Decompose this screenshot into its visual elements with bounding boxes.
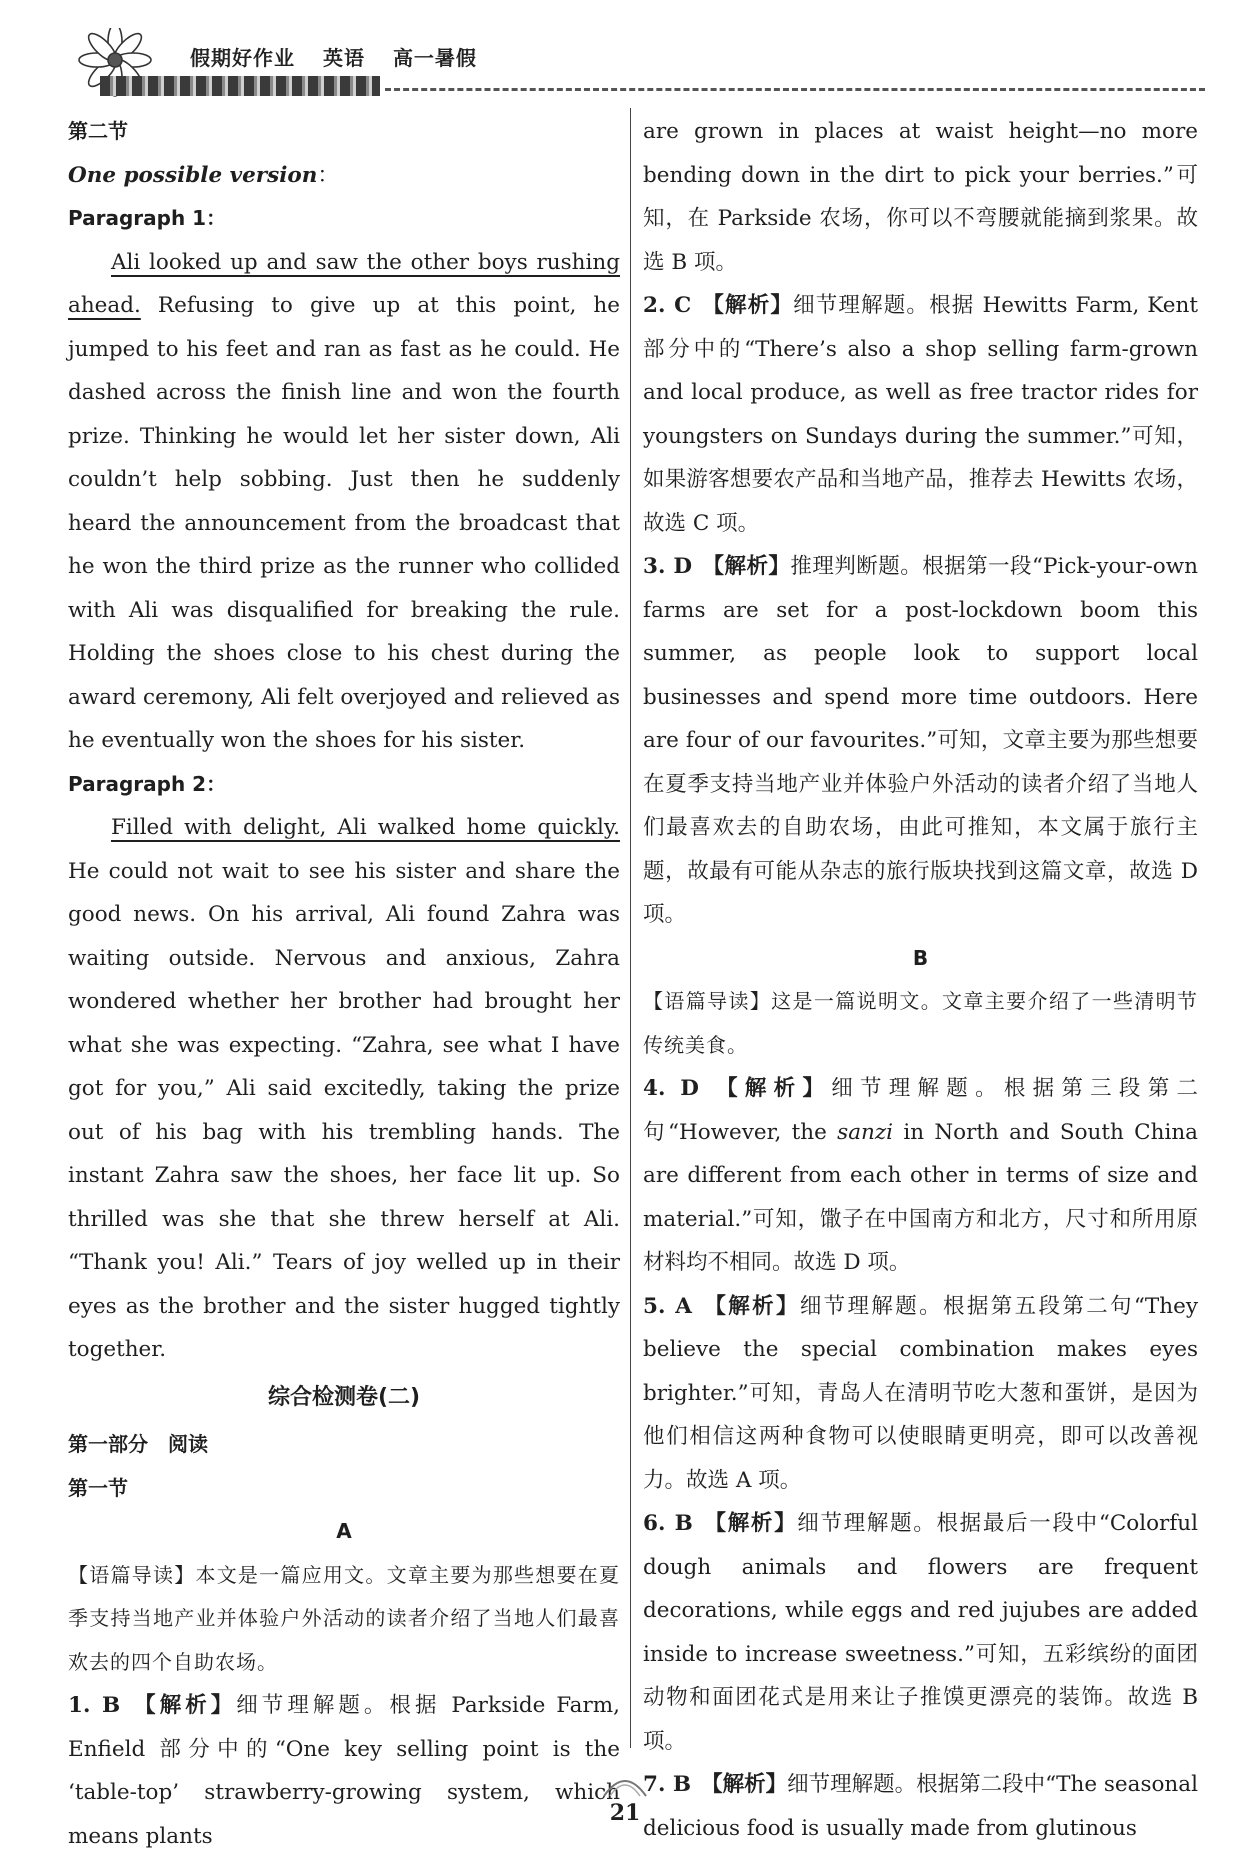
passage-letter-b: B — [912, 945, 929, 970]
answer-1-text: 细节理解题。根据 Parkside Farm, Enfield 部分中的“One key selling point is the ‘table-top’ strawberry-growing system, which means plants — [68, 1693, 621, 1849]
answer-2-tag: 【解析】 — [701, 293, 794, 318]
header-title — [190, 42, 497, 71]
paragraph2-opening: Filled with delight, Ali walked home quickly. — [111, 815, 620, 840]
answer-4-italic: sanzi — [837, 1119, 894, 1145]
version-label — [68, 154, 620, 198]
left-column — [68, 110, 620, 1858]
paragraph1-opening: Ali looked up and saw the other boys rushing ahead. — [68, 249, 620, 318]
page-number: 21 — [609, 1800, 641, 1826]
answer-4-number: 4. D — [643, 1076, 699, 1101]
answer-6 — [643, 1502, 1198, 1763]
test-title: 综合检测卷(二) — [267, 1384, 421, 1410]
sub-section-heading: 第一节 — [68, 1475, 128, 1500]
column-divider — [630, 108, 631, 1748]
header-series: 假期好作业 — [190, 46, 295, 70]
answer-4-text-b: in North and South China are different from each other in terms of size and material.”可知，馓子在中国南方和北方，尺寸和所用原材料均不相同。故选 D 项。 — [643, 1119, 1198, 1275]
passage-letter-a: A — [336, 1519, 352, 1543]
header-bar — [100, 76, 380, 96]
paragraph2-label: Paragraph 2： — [68, 771, 227, 796]
header-subject: 英语 — [322, 46, 365, 70]
answer-1-tag: 【解析】 — [130, 1693, 237, 1718]
answer-2-text: 细节理解题。根据 Hewitts Farm, Kent 部分中的“There’s also a shop selling farm-grown and local produce, as well as free tractor rides for youngsters on Sundays during the summer.”可知，如果游客想要农产品和当地产品，推荐去 Hewitts 农场，故选 C 项。 — [643, 293, 1198, 536]
version-text: One possible version — [68, 162, 318, 188]
answer-5 — [643, 1285, 1198, 1503]
page-number-ornament-icon — [598, 1770, 652, 1798]
answer-2 — [643, 284, 1198, 545]
answer-7-tag: 【解析】 — [701, 1772, 788, 1797]
answer-1 — [68, 1684, 620, 1858]
answer-5-text: 细节理解题。根据第五段第二句“They believe the special combination makes eyes brighter.”可知，青岛人在清明节吃大葱和蛋饼，是因为他们相信这两种食物可以使眼睛更明亮，即可以改善视力。故选 A 项。 — [643, 1293, 1198, 1493]
intro-text-b: 这是一篇说明文。文章主要介绍了一些清明节传统美食。 — [643, 989, 1199, 1057]
answer-7 — [643, 1763, 1198, 1850]
paragraph1-body — [68, 241, 620, 763]
passage-a-intro — [68, 1554, 620, 1685]
answer-7-number: 7. B — [643, 1772, 692, 1797]
answer-3-number: 3. D — [643, 554, 693, 579]
paragraph2-body — [68, 806, 620, 1372]
part-heading: 第一部分 阅读 — [68, 1432, 208, 1456]
answer-1-number: 1. B — [68, 1693, 121, 1718]
answer-6-text: 细节理解题。根据最后一段中“Colorful dough animals and flowers are frequent decorations, while eggs and red jujubes are added inside to increase sweetness.”可知，五彩缤纷的面团动物和面团花式是用来让子推馍更漂亮的装饰。故选 B 项。 — [643, 1511, 1198, 1754]
answer-5-number: 5. A — [643, 1293, 692, 1319]
paragraph1-label: Paragraph 1： — [68, 206, 227, 230]
answer-2-number: 2. C — [643, 293, 692, 318]
intro-text: 本文是一篇应用文。文章主要为那些想要在夏季支持当地产业并体验户外活动的读者介绍了当地人们最喜欢去的四个自助农场。 — [68, 1562, 621, 1674]
right-column — [643, 110, 1198, 1850]
paragraph2-text: He could not wait to see his sister and share the good news. On his arrival, Ali found Zahra was waiting outside. Nervous and anxious, Zahra wondered whether her brother had brought her what she was expecting. “Zahra, see what I have got for you,” Ali said excitedly, taking the prize out of his bag with his trembling hands. The instant Zahra saw the shoes, her face lit up. So thrilled was she that she threw herself at Ali. “Thank you! Ali.” Tears of joy welled up in their eyes as the brother and the sister hugged tightly together. — [68, 858, 620, 1362]
answer-4-tag: 【解析】 — [708, 1076, 832, 1101]
page-header — [60, 28, 1205, 98]
answer-5-tag: 【解析】 — [701, 1293, 800, 1319]
passage-b-intro — [643, 980, 1198, 1067]
answer-4-text-a: 细节理解题。根据第三段第二句“However, the — [643, 1076, 1198, 1145]
header-dashed-rule — [385, 88, 1205, 91]
header-grade: 高一暑假 — [392, 46, 477, 70]
answer-4 — [643, 1067, 1198, 1285]
answer-3-tag: 【解析】 — [702, 554, 791, 579]
section-heading: 第二节 — [68, 119, 128, 143]
answer-3 — [643, 545, 1198, 937]
answer-7-text: 细节理解题。根据第二段中“The seasonal delicious food is usually made from glutinous — [643, 1772, 1198, 1841]
version-colon: ： — [317, 162, 339, 188]
answer-6-number: 6. B — [643, 1511, 693, 1536]
paragraph1-text: Refusing to give up at this point, he jumped to his feet and ran as fast as he could. He dashed across the finish line and won the fourth prize. Thinking he would let her sister down, Ali couldn’t help sobbing. Just then he suddenly heard the announcement from the broadcast that he won the third prize as the runner who collided with Ali was disqualified for breaking the rule. Holding the shoes close to his chest during the award ceremony, Ali felt overjoyed and relieved as he eventually won the shoes for his sister. — [68, 293, 620, 753]
answer-6-tag: 【解析】 — [702, 1511, 798, 1536]
intro-tag: 【语篇导读】 — [68, 1562, 196, 1587]
intro-tag-b: 【语篇导读】 — [643, 989, 772, 1013]
answer-1-continued: are grown in places at waist height—no more bending down in the dirt to pick your berries.”可知，在 Parkside 农场，你可以不弯腰就能摘到浆果。故选 B 项。 — [643, 119, 1198, 275]
answer-3-text: 推理判断题。根据第一段“Pick-your-own farms are set for a post-lockdown boom this summer, as people look to support local businesses and spend more time outdoors. Here are four of our favourites.”可知，文章主要为那些想要在夏季支持当地产业并体验户外活动的读者介绍了当地人们最喜欢去的自助农场，由此可推知，本文属于旅行主题，故最有可能从杂志的旅行版块找到这篇文章，故选 D 项。 — [643, 554, 1198, 927]
